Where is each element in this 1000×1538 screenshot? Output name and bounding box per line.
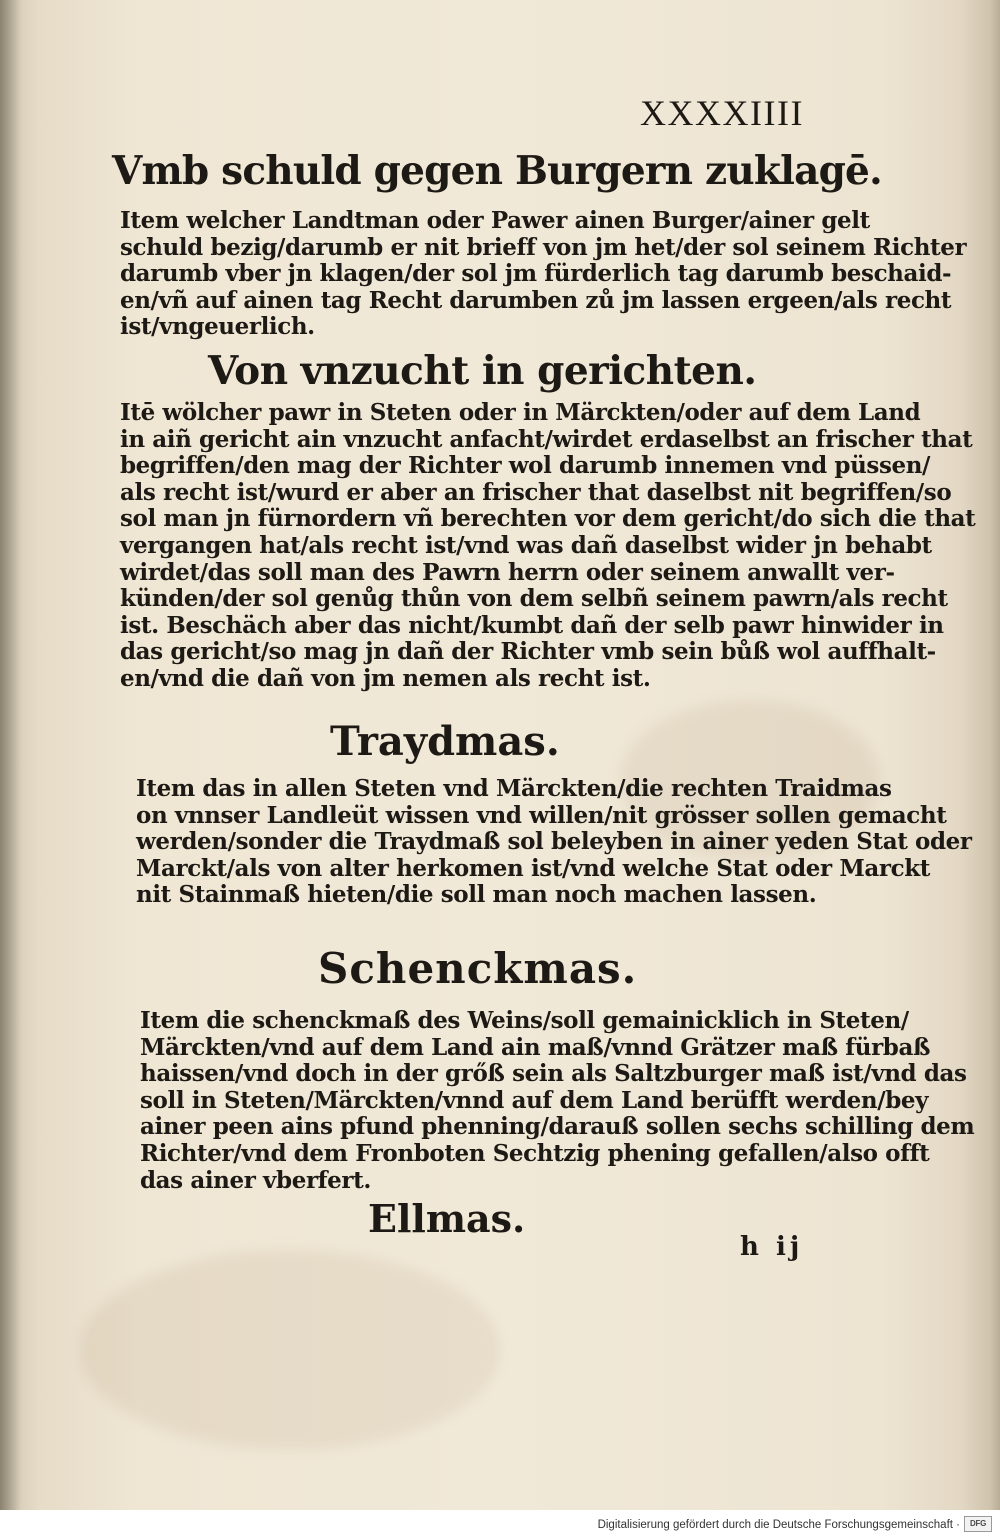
text-line: begriffen/den mag der Richter wol darumb innemen vnd püssen/ (120, 452, 931, 480)
text-line: nit Stainmaß hieten/die soll man noch machen lassen. (136, 881, 817, 909)
dfg-logo: DFG (964, 1516, 992, 1532)
section-heading: Von vnzucht in gerichten. (208, 348, 757, 394)
text-line: on vnnser Landleüt wissen vnd willen/nit grösser sollen gemacht (136, 801, 947, 829)
digitization-credit: Digitalisierung gefördert durch die Deutsche Forschungsgemeinschaft · (597, 1519, 960, 1531)
text-line: sol man jn fürnordern vñ berechten vor dem gericht/do sich die that (120, 505, 976, 533)
text-line: darumb vber jn klagen/der sol jm fürderlich tag darumb beschaid- (120, 260, 952, 288)
section-heading: Ellmas. (368, 1196, 526, 1241)
text-line: ist. Beschäch aber das nicht/kumbt dañ der selb pawr hinwider in (120, 611, 944, 639)
text-line: in aiñ gericht ain vnzucht anfacht/wirdet erdaselbst an frischer that (120, 425, 973, 453)
binding-shadow (0, 0, 22, 1538)
section-heading: Vmb schuld gegen Burgern zuklagē. (112, 148, 882, 194)
section-paragraph (136, 775, 972, 909)
text-line: Richter/vnd dem Fronboten Sechtzig phening gefallen/also offt (140, 1139, 930, 1167)
text-line: ainer peen ains pfund phenning/darauß sollen sechs schilling dem (140, 1113, 975, 1141)
section-paragraph (120, 399, 976, 693)
text-line: soll in Steten/Märckten/vnnd auf dem Land berüfft werden/bey (140, 1086, 929, 1114)
text-line: als recht ist/wurd er aber an frischer that daselbst nit begriffen/so (120, 478, 952, 506)
paper-stain (80, 1250, 500, 1450)
text-line: Itē wölcher pawr in Steten oder in Märckten/oder auf dem Land (120, 399, 921, 426)
text-line: wirdet/das soll man des Pawrn herrn oder seinem anwallt ver- (120, 558, 895, 586)
section-heading: Traydmas. (330, 718, 560, 765)
text-line: en/vnd die dañ von jm nemen als recht ist. (120, 664, 651, 692)
text-line: Item die schenckmaß des Weins/soll gemainicklich in Steten/ (140, 1007, 909, 1034)
text-line: schuld bezig/darumb er nit brieff von jm het/der sol seinem Richter (120, 233, 967, 261)
text-line: Marckt/als von alter herkomen ist/vnd welche Stat oder Marckt (136, 854, 930, 882)
section-paragraph (140, 1007, 975, 1194)
text-line: das ainer vberfert. (140, 1166, 371, 1194)
text-line: haissen/vnd doch in der grőß sein als Saltzburger maß ist/vnd das (140, 1060, 967, 1088)
text-line: Item welcher Landtman oder Pawer ainen Burger/ainer gelt (120, 207, 870, 234)
section-heading: Schenckmas. (318, 944, 638, 993)
text-line: das gericht/so mag jn dañ der Richter vmb sein bůß wol auffhalt- (120, 638, 936, 666)
text-line: ist/vngeuerlich. (120, 313, 315, 341)
text-line: vergangen hat/als recht ist/vnd was dañ daselbst wider jn behabt (120, 531, 932, 559)
text-line: en/vñ auf ainen tag Recht darumben zů jm lassen ergeen/als recht (120, 286, 952, 314)
text-line: Märckten/vnd auf dem Land ain maß/vnnd Grätzer maß fürbaß (140, 1033, 931, 1061)
text-line: künden/der sol genůg thůn von dem selbñ seinem pawrn/als recht (120, 585, 948, 613)
text-line: werden/sonder die Traydmaß sol beleyben in ainer yeden Stat oder (136, 828, 972, 856)
folio-number: XXXXIIII (640, 93, 804, 133)
signature-mark: h ij (740, 1232, 804, 1262)
section-paragraph (120, 207, 967, 341)
text-line: Item das in allen Steten vnd Märckten/die rechten Traidmas (136, 775, 892, 802)
